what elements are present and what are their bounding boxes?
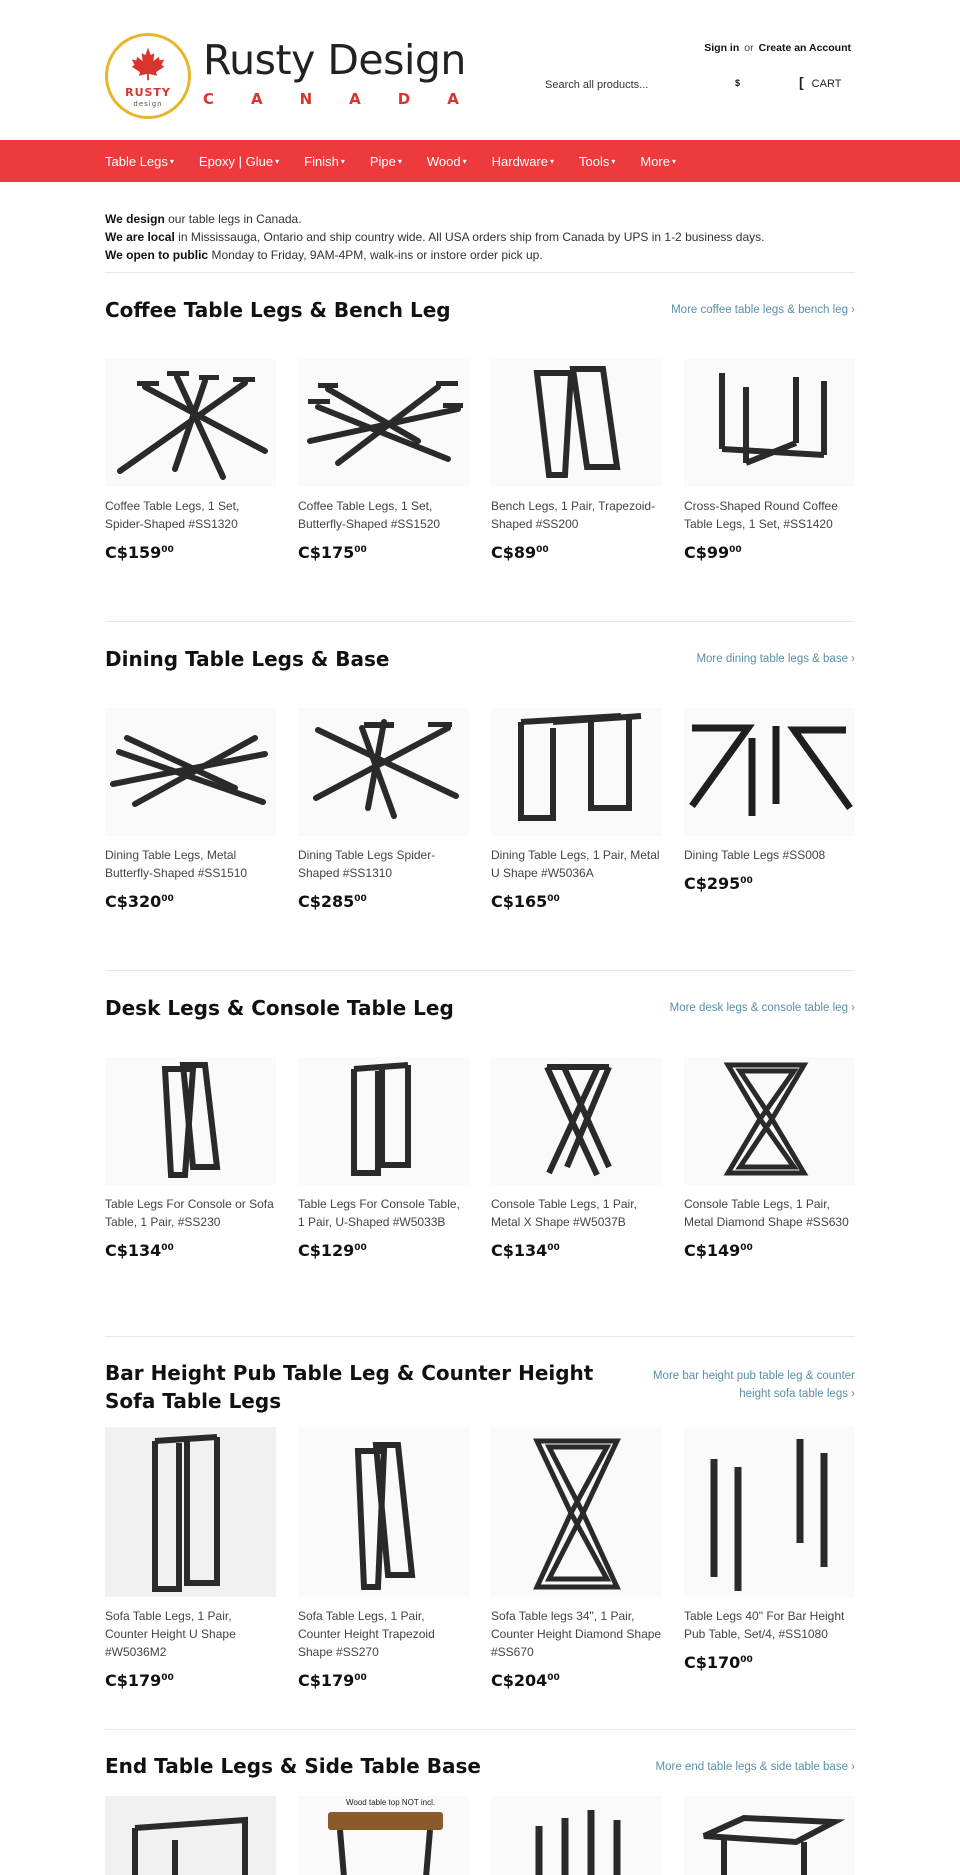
- logo[interactable]: [105, 33, 496, 119]
- more-link[interactable]: More dining table legs & base ›: [696, 653, 855, 665]
- product-card[interactable]: [684, 359, 855, 562]
- section-title: Dining Table Legs & Base: [105, 647, 390, 671]
- product-image[interactable]: [298, 359, 469, 487]
- section-bar-counter: [105, 1337, 855, 1729]
- logo-rusty-text: RUSTY: [125, 86, 171, 99]
- section-title: Desk Legs & Console Table Leg: [105, 996, 454, 1020]
- product-image[interactable]: [491, 1057, 662, 1185]
- product-card[interactable]: [105, 1057, 276, 1260]
- product-image[interactable]: [298, 1057, 469, 1185]
- section-title: End Table Legs & Side Table Base: [105, 1754, 481, 1778]
- product-card[interactable]: [684, 1796, 855, 1875]
- section-title: Coffee Table Legs & Bench Leg: [105, 298, 451, 322]
- site-header: [105, 0, 855, 140]
- product-card[interactable]: [491, 1427, 662, 1690]
- main-content: [105, 182, 855, 1875]
- product-name[interactable]: Dining Table Legs, Metal Butterfly-Shaped #SS1510: [105, 848, 248, 880]
- product-card[interactable]: [684, 1057, 855, 1260]
- product-card[interactable]: [105, 708, 276, 911]
- chevron-down-icon: ▾: [672, 156, 677, 166]
- product-price: $C\$204^{00}$: [491, 1671, 560, 1690]
- chevron-down-icon: ▾: [549, 156, 554, 166]
- product-name[interactable]: Sofa Table Legs, 1 Pair, Counter Height U Shape #W5036M2: [105, 1609, 236, 1659]
- product-name[interactable]: Dining Table Legs #SS008: [684, 848, 826, 862]
- cart-icon: [: [799, 74, 804, 90]
- nav-item-finish[interactable]: Finish ▾: [304, 153, 345, 169]
- product-image[interactable]: [684, 708, 855, 836]
- product-image[interactable]: [491, 1427, 662, 1597]
- product-image[interactable]: [105, 1427, 276, 1597]
- account-links: [704, 42, 851, 54]
- product-image[interactable]: [298, 708, 469, 836]
- product-name[interactable]: Sofa Table Legs, 1 Pair, Counter Height Trapezoid Shape #SS270: [298, 1609, 435, 1659]
- more-link[interactable]: More desk legs & console table leg ›: [669, 1002, 855, 1014]
- product-name[interactable]: Coffee Table Legs, 1 Set, Butterfly-Shaped #SS1520: [298, 499, 441, 531]
- nav-item-pipe[interactable]: Pipe ▾: [369, 153, 402, 169]
- product-price: $C\$295^{00}$: [684, 874, 753, 893]
- product-card[interactable]: [298, 1796, 469, 1875]
- chevron-down-icon: ▾: [611, 156, 616, 166]
- product-price: $C\$175^{00}$: [298, 543, 367, 562]
- product-card[interactable]: [298, 1057, 469, 1260]
- product-price: $C\$99^{00}$: [684, 543, 742, 562]
- product-image[interactable]: [105, 1057, 276, 1185]
- nav-item-wood[interactable]: Wood ▾: [426, 153, 467, 169]
- product-card[interactable]: [105, 1427, 276, 1690]
- product-image[interactable]: [298, 1796, 469, 1875]
- create-account-link[interactable]: Create an Account: [758, 42, 851, 54]
- brand-title: Rusty Design: [203, 36, 466, 84]
- product-card[interactable]: [491, 1057, 662, 1260]
- product-name[interactable]: Console Table Legs, 1 Pair, Metal X Shape #W5037B: [491, 1197, 637, 1229]
- page-wrapper: [105, 0, 855, 140]
- product-image[interactable]: [105, 1796, 276, 1875]
- product-price: $C\$320^{00}$: [105, 892, 174, 911]
- logo-design-text: design: [133, 100, 163, 108]
- cart-label: CART: [811, 78, 842, 90]
- chevron-down-icon: ▾: [397, 156, 402, 166]
- logo-badge: [105, 33, 191, 119]
- intro-text: We design our table legs in Canada. We are local in Mississauga, Ontario and ship country wide. All USA orders ship from Canada by UPS in 1-2 business days. We open to public Monday to Friday, 9AM-4PM, walk-ins or instore order pick up.: [105, 212, 765, 262]
- product-price: $C\$134^{00}$: [491, 1241, 560, 1260]
- product-card[interactable]: [298, 359, 469, 562]
- nav-item-hardware[interactable]: Hardware ▾: [491, 153, 554, 169]
- product-card[interactable]: [491, 1796, 662, 1875]
- nav-item-more[interactable]: More ▾: [640, 153, 677, 169]
- product-card[interactable]: [298, 708, 469, 911]
- product-name[interactable]: Console Table Legs, 1 Pair, Metal Diamond Shape #SS630: [684, 1197, 849, 1229]
- nav-item-epoxy-glue[interactable]: Epoxy | Glue ▾: [198, 153, 280, 169]
- nav-item-tools[interactable]: Tools ▾: [579, 153, 616, 169]
- product-price: $C\$129^{00}$: [298, 1241, 367, 1260]
- section-dining-table: [105, 622, 855, 970]
- logo-text: [203, 33, 496, 108]
- product-image[interactable]: [105, 359, 276, 487]
- product-card[interactable]: [491, 359, 662, 562]
- product-card[interactable]: [684, 1427, 855, 1690]
- more-link[interactable]: More bar height pub table leg & counter height sofa table legs ›: [652, 1370, 855, 1400]
- product-name[interactable]: Table Legs 40" For Bar Height Pub Table, Set/4, #SS1080: [684, 1609, 845, 1641]
- more-link[interactable]: More end table legs & side table base ›: [655, 1761, 855, 1773]
- product-price: $C\$149^{00}$: [684, 1241, 753, 1260]
- product-name[interactable]: Cross-Shaped Round Coffee Table Legs, 1 Set, #SS1420: [684, 499, 838, 531]
- product-image[interactable]: [684, 1427, 855, 1597]
- product-name[interactable]: Dining Table Legs, 1 Pair, Metal U Shape #W5036A: [491, 848, 660, 880]
- product-card[interactable]: [491, 708, 662, 911]
- search-input[interactable]: [545, 79, 725, 91]
- product-name[interactable]: Bench Legs, 1 Pair, Trapezoid-Shaped #SS200: [491, 499, 656, 531]
- chevron-down-icon: ▾: [340, 156, 345, 166]
- chevron-down-icon: ▾: [462, 156, 467, 166]
- search-button[interactable]: $: [735, 78, 741, 88]
- chevron-down-icon: ▾: [275, 156, 280, 166]
- product-image[interactable]: [491, 708, 662, 836]
- product-price: $C\$165^{00}$: [491, 892, 560, 911]
- product-image[interactable]: [491, 359, 662, 487]
- product-name[interactable]: Sofa Table legs 34", 1 Pair, Counter Height Diamond Shape #SS670: [491, 1609, 662, 1659]
- nav-item-table-legs[interactable]: Table Legs ▾: [105, 153, 174, 169]
- section-coffee-table: [105, 273, 855, 621]
- product-name[interactable]: Coffee Table Legs, 1 Set, Spider-Shaped #SS1320: [105, 499, 240, 531]
- product-image[interactable]: [298, 1427, 469, 1597]
- section-end-table: [105, 1730, 855, 1875]
- main-nav: [0, 140, 960, 182]
- product-name[interactable]: Table Legs For Console or Sofa Table, 1 Pair, #SS230: [105, 1197, 274, 1229]
- product-image[interactable]: [684, 359, 855, 487]
- or-text: or: [744, 42, 754, 54]
- product-image[interactable]: [684, 1057, 855, 1185]
- product-card[interactable]: [105, 359, 276, 562]
- product-price: $C\$170^{00}$: [684, 1653, 753, 1672]
- section-title: Bar Height Pub Table Leg & Counter Height Sofa Table Legs: [105, 1361, 594, 1413]
- cart-link[interactable]: [799, 74, 841, 90]
- brand-subtitle: CANADA: [203, 90, 496, 108]
- product-price: $C\$89^{00}$: [491, 543, 549, 562]
- product-name[interactable]: Table Legs For Console Table, 1 Pair, U-Shaped #W5033B: [298, 1197, 460, 1229]
- product-price: $C\$179^{00}$: [298, 1671, 367, 1690]
- search-form: [545, 75, 755, 97]
- product-image[interactable]: [684, 1796, 855, 1875]
- product-card[interactable]: [684, 708, 855, 911]
- image-caption: Wood table top NOT incl.: [346, 1798, 436, 1807]
- product-card[interactable]: [298, 1427, 469, 1690]
- product-price: $C\$285^{00}$: [298, 892, 367, 911]
- product-image[interactable]: [105, 708, 276, 836]
- product-name[interactable]: Dining Table Legs Spider-Shaped #SS1310: [298, 848, 436, 880]
- sign-in-link[interactable]: Sign in: [704, 42, 740, 54]
- product-image[interactable]: [491, 1796, 662, 1875]
- product-card[interactable]: [105, 1796, 276, 1875]
- product-price: $C\$179^{00}$: [105, 1671, 174, 1690]
- section-desk-console: [105, 971, 855, 1336]
- chevron-down-icon: ▾: [169, 156, 174, 166]
- product-price: $C\$134^{00}$: [105, 1241, 174, 1260]
- more-link[interactable]: More coffee table legs & bench leg ›: [671, 304, 855, 316]
- product-price: $C\$159^{00}$: [105, 543, 174, 562]
- maple-leaf-icon: [130, 46, 166, 82]
